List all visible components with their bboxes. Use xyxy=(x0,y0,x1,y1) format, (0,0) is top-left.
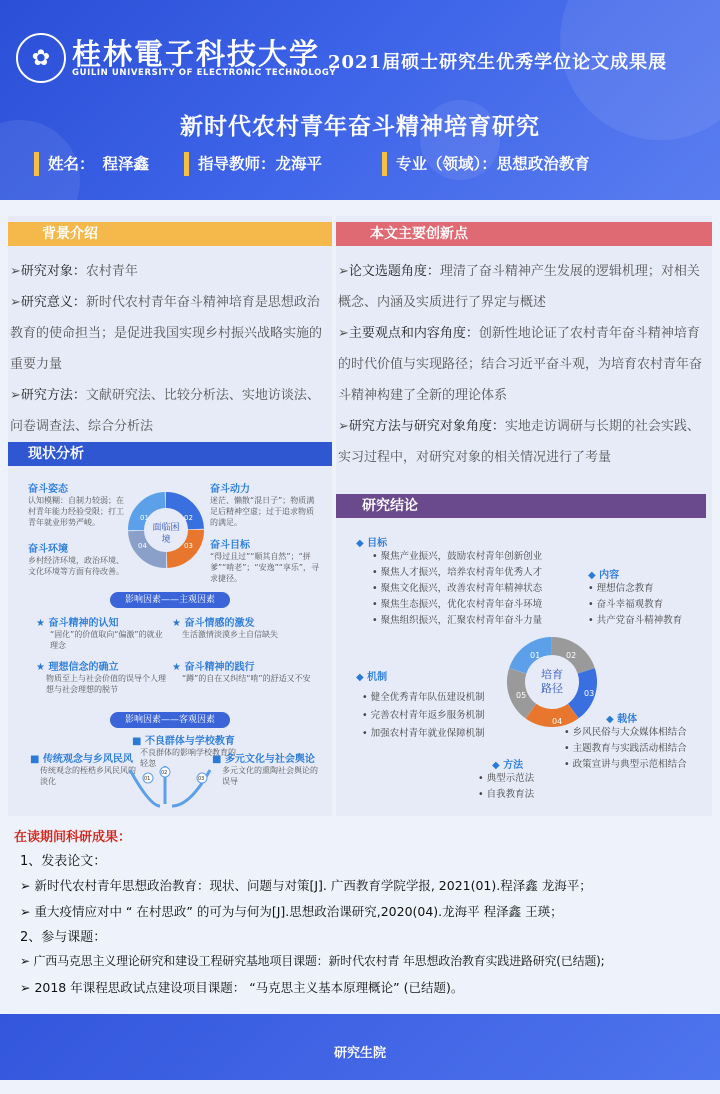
goals-block: ◆ 目标 • 聚焦产业振兴，鼓励农村青年创新创业 • 聚焦人才振兴，培养农村青年优秀人才 • 聚焦文化振兴，改善农村青年精神状态 • 聚焦生态振兴，优化农村青年奋斗环境 • 聚焦组织振兴，汇聚农村青年奋斗力量 xyxy=(356,534,566,629)
goal-item: • 聚焦人才振兴，培养农村青年优秀人才 xyxy=(372,567,543,578)
goal-item: • 聚焦文化振兴，改善农村青年精神状态 xyxy=(372,583,543,594)
projects-label: 2、参与课题： xyxy=(20,930,107,945)
objective-factor: ■ 多元文化与社会舆论 多元文化的熏陶社会舆论的误导 xyxy=(212,754,318,786)
carrier-item: • 主题教育与实践活动相结合 xyxy=(564,743,687,754)
innovation-heading: 本文主要创新点 xyxy=(336,222,712,246)
objective-factors-label: 影响因素——客观因素 xyxy=(110,712,230,728)
donut-center-label: 面临困境 xyxy=(152,523,180,545)
paper-item: ➢ 新时代农村青年思想政治教育：现状、问题与对策[J]. 广西教育学院学报, 2021(01).程泽鑫 龙海平； xyxy=(20,878,592,893)
major: 专业（领域）：思想政治教育 xyxy=(382,152,590,176)
quadrant: 奋斗动力 迷茫、懒散“混日子”；物质满足后精神空虚；过于追求物质的满足。 xyxy=(210,484,315,527)
mechanisms-block: ◆ 机制 • 健全优秀青年队伍建设机制 • 完善农村青年返乡服务机制 • 加强农村青年就业保障机制 xyxy=(356,668,506,743)
seg-label: 01 xyxy=(530,651,541,660)
seg-label: 04 xyxy=(138,542,147,550)
background-heading: 背景介绍 xyxy=(8,222,332,246)
objective-arrows xyxy=(110,760,230,812)
seg-label: 02 xyxy=(184,514,193,522)
papers-label: 1、发表论文： xyxy=(20,854,107,869)
seg-label: 03 xyxy=(184,542,193,550)
status-heading: 现状分析 xyxy=(8,442,332,466)
quadrant: 奋斗目标 “得过且过”“顺其自然”；“拼爹”“啃老”；“安逸”“享乐”，寻求捷径。 xyxy=(210,540,320,583)
subjective-factor: ★ 奋斗精神的践行 “蹲”的自在又纠结“啃”的舒适又不安 xyxy=(172,662,311,683)
content-item: • 共产党奋斗精神教育 xyxy=(588,615,683,626)
quadrant: 奋斗环境 乡村经济环境，政治环境、文化环境等方面有待改善。 xyxy=(28,544,124,576)
paper-item: ➢ 重大疫情应对中 “ 在村思政” 的可为与何为[J].思想政治课研究,2020(04).龙海平 程泽鑫 王瑛； xyxy=(20,904,563,919)
goal-item: • 聚焦生态振兴，优化农村青年奋斗环境 xyxy=(372,599,543,610)
seg-label: 01 xyxy=(140,514,149,522)
background-item: ➢研究对象：农村青年 xyxy=(10,264,138,279)
objective-num: 03 xyxy=(198,776,205,782)
innovation-item: ➢研究方法与研究对象角度：实地走访调研与长期的社会实践、实习过程中，对研究对象的相关情况进行了考量 xyxy=(338,419,700,465)
seg-label: 04 xyxy=(552,717,563,726)
carriers-block: ◆ 载体 • 乡风民俗与大众媒体相结合 • 主题教育与实践活动相结合 • 政策宣讲与典型示范相结合 xyxy=(564,710,710,773)
seg-label: 02 xyxy=(566,651,577,660)
innovation-item: ➢论文选题角度：理清了奋斗精神产生发展的逻辑机理；对相关概念、内涵及实质进行了界定与概述 xyxy=(338,264,700,310)
objective-factor: ■ 不良群体与学校教育 不良群体的影响学校教育的轻忽 xyxy=(132,736,236,768)
content-item: • 奋斗幸福观教育 xyxy=(588,599,664,610)
exhibition-title: 2021届硕士研究生优秀学位论文成果展 xyxy=(328,52,668,73)
university-name-en: GUILIN UNIVERSITY OF ELECTRONIC TECHNOLOGY xyxy=(72,68,337,78)
background-item: ➢研究意义：新时代农村青年奋斗精神培育是思想政治教育的使命担当；是促进我国实现乡村振兴战略实施的重要力量 xyxy=(10,295,323,372)
objective-num: 02 xyxy=(161,770,168,776)
path-donut-center: 培育路径 xyxy=(541,668,563,695)
background-content xyxy=(10,256,328,442)
seg-label: 03 xyxy=(584,689,595,698)
university-seal-icon: ✿ xyxy=(16,33,66,83)
subjective-factor: ★ 理想信念的确立 物质至上与社会价值的误导个人理想与社会理想的脱节 xyxy=(36,662,166,694)
mechanism-item: • 加强农村青年就业保障机制 xyxy=(362,728,485,739)
outcomes-heading: 在读期间科研成果： xyxy=(14,830,132,845)
objective-factor: ■ 传统观念与乡风民风 传统观念的桎梏乡风民风的淡化 xyxy=(30,754,136,786)
mechanism-item: • 健全优秀青年队伍建设机制 xyxy=(362,692,485,703)
subjective-factor: ★ 奋斗精神的认知 “固化”的价值取向“偏激”的就业理念 xyxy=(36,618,163,650)
content-item: • 理想信念教育 xyxy=(588,583,654,594)
project-item: ➢ 2018 年课程思政试点建设项目课题： “马克思主义基本原理概论” (已结题)。 xyxy=(20,980,464,995)
advisor: 指导教师：龙海平 xyxy=(184,152,322,176)
mechanism-item: • 完善农村青年返乡服务机制 xyxy=(362,710,485,721)
method-item: • 自我教育法 xyxy=(478,789,535,800)
background-item: ➢研究方法：文献研究法、比较分析法、实地访谈法、问卷调查法、综合分析法 xyxy=(10,388,320,434)
university-name: 桂林電子科技大学 xyxy=(72,37,321,71)
carrier-item: • 政策宣讲与典型示范相结合 xyxy=(564,759,687,770)
carrier-item: • 乡风民俗与大众媒体相结合 xyxy=(564,727,687,738)
quadrant: 奋斗姿态 认知模糊：自制力较弱；在村青年能力经验受限；打工青年就业形势严峻。 xyxy=(28,484,124,527)
subjective-factor: ★ 奋斗情感的激发 生活激情淡漠乡土自信缺失 xyxy=(172,618,278,639)
student-name: 姓名： 程泽鑫 xyxy=(34,152,149,176)
goal-item: • 聚焦产业振兴，鼓励农村青年创新创业 xyxy=(372,551,543,562)
poster-title: 新时代农村青年奋斗精神培育研究 xyxy=(180,114,540,140)
footer: 研究生院 xyxy=(0,1014,720,1080)
seg-label: 05 xyxy=(516,691,527,700)
header-banner xyxy=(0,0,720,200)
methods-block: ◆ 方法 • 典型示范法 • 自我教育法 xyxy=(478,756,578,803)
conclusion-heading: 研究结论 xyxy=(336,494,706,518)
method-item: • 典型示范法 xyxy=(478,773,535,784)
goal-item: • 聚焦组织振兴，汇聚农村青年奋斗力量 xyxy=(372,615,543,626)
subjective-factors-label: 影响因素——主观因素 xyxy=(110,592,230,608)
innovation-content xyxy=(338,256,708,473)
contents-block: ◆ 内容 • 理想信念教育 • 奋斗幸福观教育 • 共产党奋斗精神教育 xyxy=(588,566,706,629)
objective-num: 01 xyxy=(144,776,151,782)
innovation-item: ➢主要观点和内容角度：创新性地论证了农村青年奋斗精神培育的时代价值与实现路径；结合习近平奋斗观，为培育农村青年奋斗精神构建了全新的理论体系 xyxy=(338,326,703,403)
project-item: ➢ 广西马克思主义理论研究和建设工程研究基地项目课题：新时代农村青 年思想政治教育实践进路研究(已结题); xyxy=(20,954,605,968)
